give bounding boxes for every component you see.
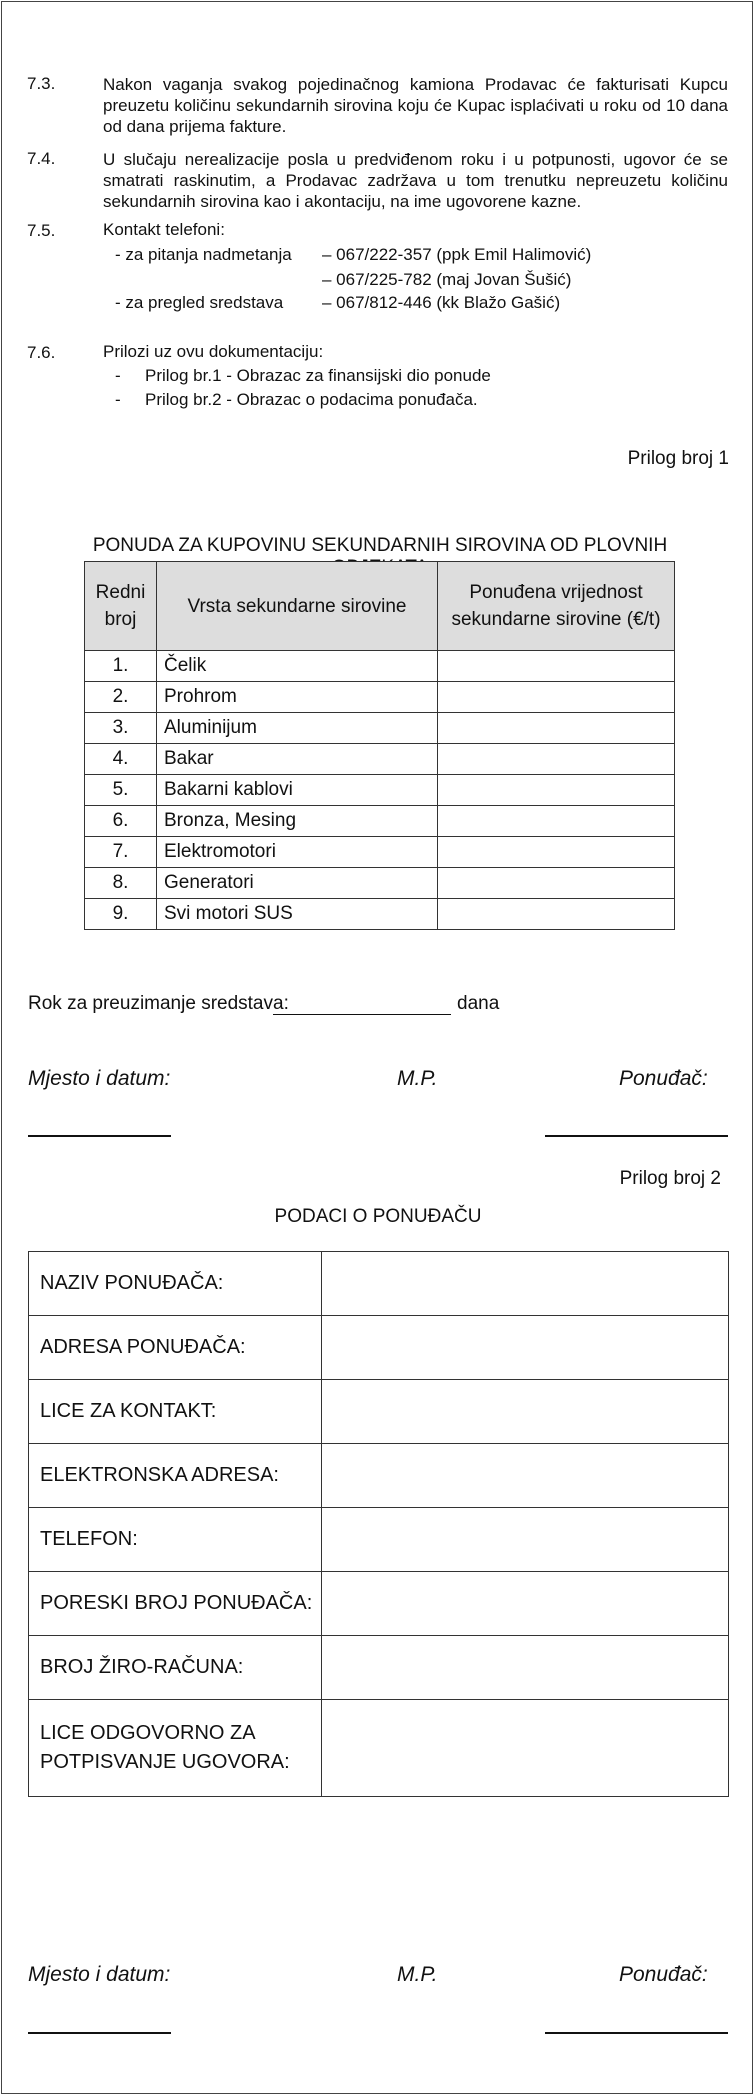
section-7-4-text: U slučaju nerealizacije posla u predviđenom roku i u potpunosti, ugovor će se smatrati raskinutim, a Prodavac zadržava u tom trenutku nepreuzetu količinu sekundarnih sirovina kao i akontaciju, na ime ugovorene kazne. [103, 150, 728, 211]
section-7-4-number: 7.4. [27, 149, 56, 168]
annex-1-place-date-label: Mjesto i datum: [28, 1067, 171, 1090]
deadline-input-line[interactable] [273, 1014, 451, 1015]
bidder-field-input[interactable] [322, 1316, 729, 1380]
offer-row [85, 682, 675, 713]
bidder-field-label: ADRESA PONUĐAČA: [29, 1316, 322, 1380]
offer-row-material: Bakarni kablovi [157, 775, 438, 806]
bidder-field-label: ELEKTRONSKA ADRESA: [29, 1444, 322, 1508]
offer-row-value-input[interactable] [438, 806, 675, 837]
bidder-data-row [29, 1700, 729, 1797]
annex-2-place-date-label: Mjesto i datum: [28, 1963, 171, 1986]
offer-row-number: 3. [85, 713, 157, 744]
offer-row-number: 7. [85, 837, 157, 868]
offer-row-value-input[interactable] [438, 651, 675, 682]
offer-row-value-input[interactable] [438, 713, 675, 744]
attachment-item-2: Prilog br.2 - Obrazac o podacima ponuđača. [145, 390, 478, 409]
annex-1-signature-line[interactable] [545, 1135, 728, 1137]
bidder-field-label: TELEFON: [29, 1508, 322, 1572]
offer-row-material: Čelik [157, 651, 438, 682]
annex-2-bidder-label: Ponuđač: [619, 1963, 708, 1986]
offer-row-material: Elektromotori [157, 837, 438, 868]
bidder-data-row [29, 1508, 729, 1572]
bidder-field-input[interactable] [322, 1508, 729, 1572]
bidder-data-row [29, 1572, 729, 1636]
bidder-field-input[interactable] [322, 1444, 729, 1508]
deadline-unit: dana [457, 993, 500, 1014]
section-7-3-text: Nakon vaganja svakog pojedinačnog kamiona Prodavac će fakturisati Kupcu preuzetu količinu sekundarnih sirovina koju će Kupac isplaćivati u roku od 10 dana od dana prijema fakture. [103, 75, 728, 136]
offer-row [85, 651, 675, 682]
annex-2-stamp-label: M.P. [397, 1963, 438, 1986]
attachments-title: Prilozi uz ovu dokumentaciju: [103, 342, 324, 361]
bidder-data-row [29, 1380, 729, 1444]
offer-row [85, 775, 675, 806]
contact-phone-3: – 067/812-446 (kk Blažo Gašić) [322, 293, 561, 312]
offer-row-value-input[interactable] [438, 868, 675, 899]
contact-phone-2: – 067/225-782 (maj Jovan Šušić) [322, 270, 572, 289]
offer-row-material: Generatori [157, 868, 438, 899]
contact-label-3: - za pregled sredstava [115, 293, 284, 312]
offer-row-material: Prohrom [157, 682, 438, 713]
section-7-3-number: 7.3. [27, 74, 56, 93]
offer-row-number: 4. [85, 744, 157, 775]
offer-row [85, 806, 675, 837]
header-offered-value: Ponuđena vrijednost sekundarne sirovine (€/t) [438, 562, 675, 651]
offer-row [85, 837, 675, 868]
offer-row-number: 9. [85, 899, 157, 930]
contact-phone-1: – 067/222-357 (ppk Emil Halimović) [322, 245, 592, 264]
section-7-6-number: 7.6. [27, 343, 56, 362]
offer-row-material: Svi motori SUS [157, 899, 438, 930]
annex-1-bidder-label: Ponuđač: [619, 1067, 708, 1090]
bidder-data-table [28, 1251, 729, 1797]
annex-1-label: Prilog broj 1 [627, 448, 729, 469]
bidder-data-row [29, 1444, 729, 1508]
deadline-label: Rok za preuzimanje sredstava: [28, 993, 289, 1014]
offer-row-material: Bronza, Mesing [157, 806, 438, 837]
annex-2-place-date-line[interactable] [28, 2032, 171, 2034]
contact-label-1: - za pitanja nadmetanja [115, 245, 292, 264]
offer-row-value-input[interactable] [438, 775, 675, 806]
offer-table [84, 561, 675, 930]
offer-row [85, 744, 675, 775]
offer-row [85, 713, 675, 744]
bidder-data-row [29, 1316, 729, 1380]
bidder-field-label: BROJ ŽIRO-RAČUNA: [29, 1636, 322, 1700]
contacts-title: Kontakt telefoni: [103, 220, 225, 239]
bidder-field-input[interactable] [322, 1636, 729, 1700]
bidder-field-label: LICE ZA KONTAKT: [29, 1380, 322, 1444]
offer-row-number: 1. [85, 651, 157, 682]
offer-row-number: 2. [85, 682, 157, 713]
bidder-field-input[interactable] [322, 1252, 729, 1316]
attachment-item-1: Prilog br.1 - Obrazac za finansijski dio ponude [145, 366, 491, 385]
bidder-field-input[interactable] [322, 1572, 729, 1636]
attachment-bullet-2: - [115, 390, 121, 409]
offer-row [85, 899, 675, 930]
offer-row-material: Aluminijum [157, 713, 438, 744]
bidder-field-input[interactable] [322, 1380, 729, 1444]
header-material-type: Vrsta sekundarne sirovine [157, 562, 438, 651]
offer-row-value-input[interactable] [438, 837, 675, 868]
offer-row-number: 6. [85, 806, 157, 837]
attachment-bullet-1: - [115, 366, 121, 385]
bidder-field-input[interactable] [322, 1700, 729, 1797]
bidder-field-label: LICE ODGOVORNO ZA POTPISVANJE UGOVORA: [29, 1700, 322, 1797]
bidder-data-row [29, 1252, 729, 1316]
annex-2-signature-line[interactable] [545, 2032, 728, 2034]
offer-row-value-input[interactable] [438, 682, 675, 713]
offer-row-value-input[interactable] [438, 744, 675, 775]
annex-1-place-date-line[interactable] [28, 1135, 171, 1137]
bidder-field-label: NAZIV PONUĐAČA: [29, 1252, 322, 1316]
offer-row-number: 5. [85, 775, 157, 806]
offer-row-value-input[interactable] [438, 899, 675, 930]
offer-row-material: Bakar [157, 744, 438, 775]
header-row-number: Redni broj [85, 562, 157, 651]
section-7-5-number: 7.5. [27, 221, 56, 240]
bidder-data-row [29, 1636, 729, 1700]
offer-row [85, 868, 675, 899]
annex-1-stamp-label: M.P. [397, 1067, 438, 1090]
offer-row-number: 8. [85, 868, 157, 899]
offer-form-title: PONUDA ZA KUPOVINU SEKUNDARNIH SIROVINA OD PLOVNIH [92, 535, 668, 556]
annex-2-label: Prilog broj 2 [619, 1168, 721, 1189]
bidder-data-title: PODACI O PONUĐAČU [274, 1206, 482, 1227]
bidder-field-label: PORESKI BROJ PONUĐAČA: [29, 1572, 322, 1636]
